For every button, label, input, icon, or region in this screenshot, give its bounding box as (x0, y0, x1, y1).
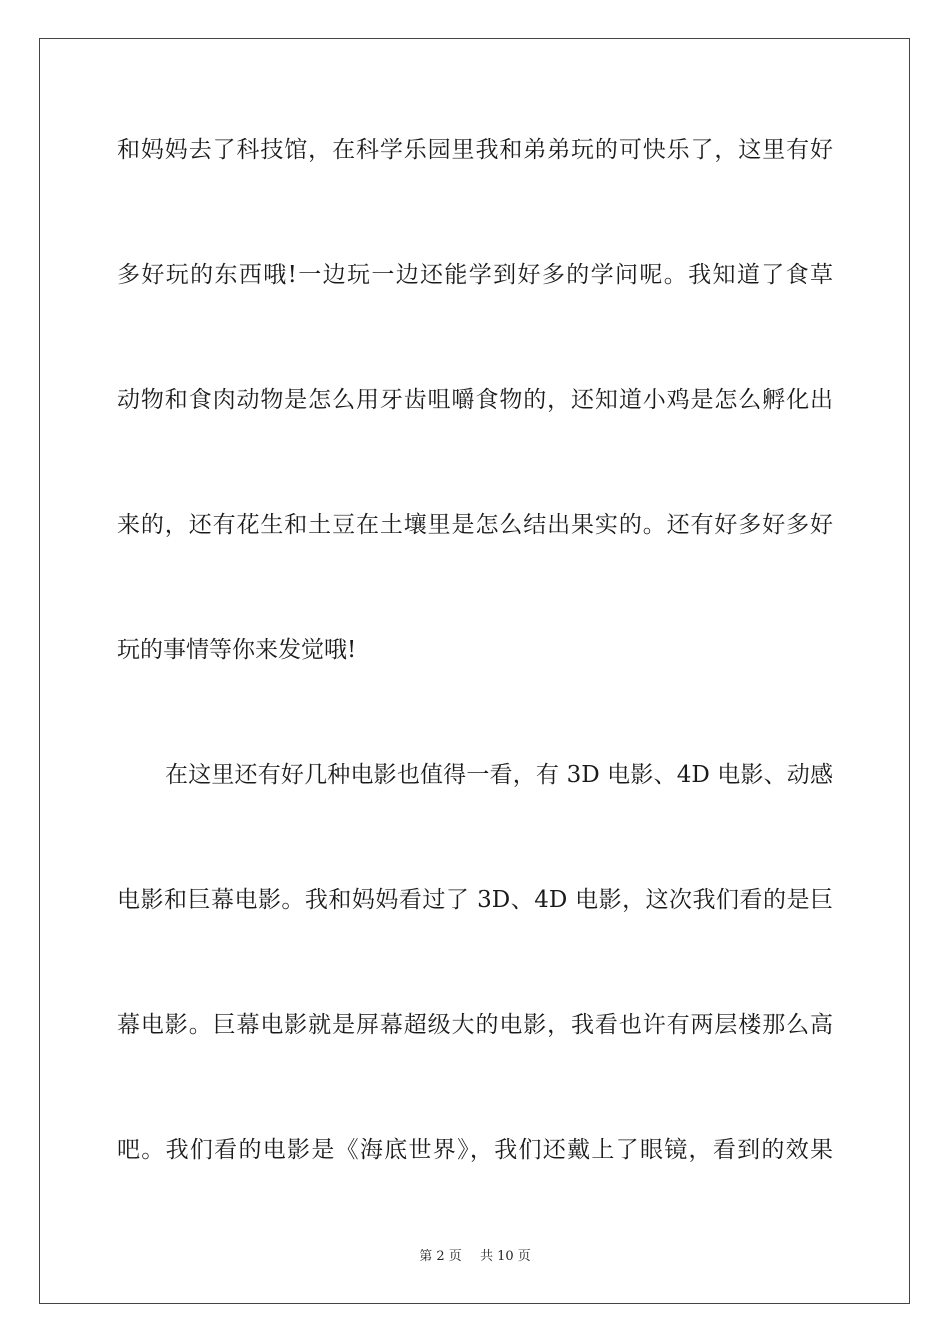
text-line: 在这里还有好几种电影也值得一看，有 3D 电影、4D 电影、动感 (165, 762, 833, 788)
text-line: 和妈妈去了科技馆，在科学乐园里我和弟弟玩的可快乐了，这里有好 (117, 137, 833, 163)
text-line: 幕电影。巨幕电影就是屏幕超级大的电影，我看也许有两层楼那么高 (117, 1012, 833, 1038)
page-footer (0, 1248, 950, 1266)
text-line: 电影和巨幕电影。我和妈妈看过了 3D、4D 电影，这次我们看的是巨 (117, 887, 833, 913)
text-line: 动物和食肉动物是怎么用牙齿咀嚼食物的，还知道小鸡是怎么孵化出 (117, 387, 833, 413)
text-line: 来的，还有花生和土豆在土壤里是怎么结出果实的。还有好多好多好 (117, 512, 833, 538)
page-number: 第 2 页 (419, 1249, 462, 1264)
text-line: 吧。我们看的电影是《海底世界》，我们还戴上了眼镜，看到的效果 (117, 1137, 833, 1163)
text-line: 玩的事情等你来发觉哦! (117, 637, 357, 663)
text-line: 多好玩的东西哦!一边玩一边还能学到好多的学问呢。我知道了食草 (117, 262, 833, 288)
page-border (39, 38, 910, 1304)
page-total: 共 10 页 (479, 1249, 531, 1264)
